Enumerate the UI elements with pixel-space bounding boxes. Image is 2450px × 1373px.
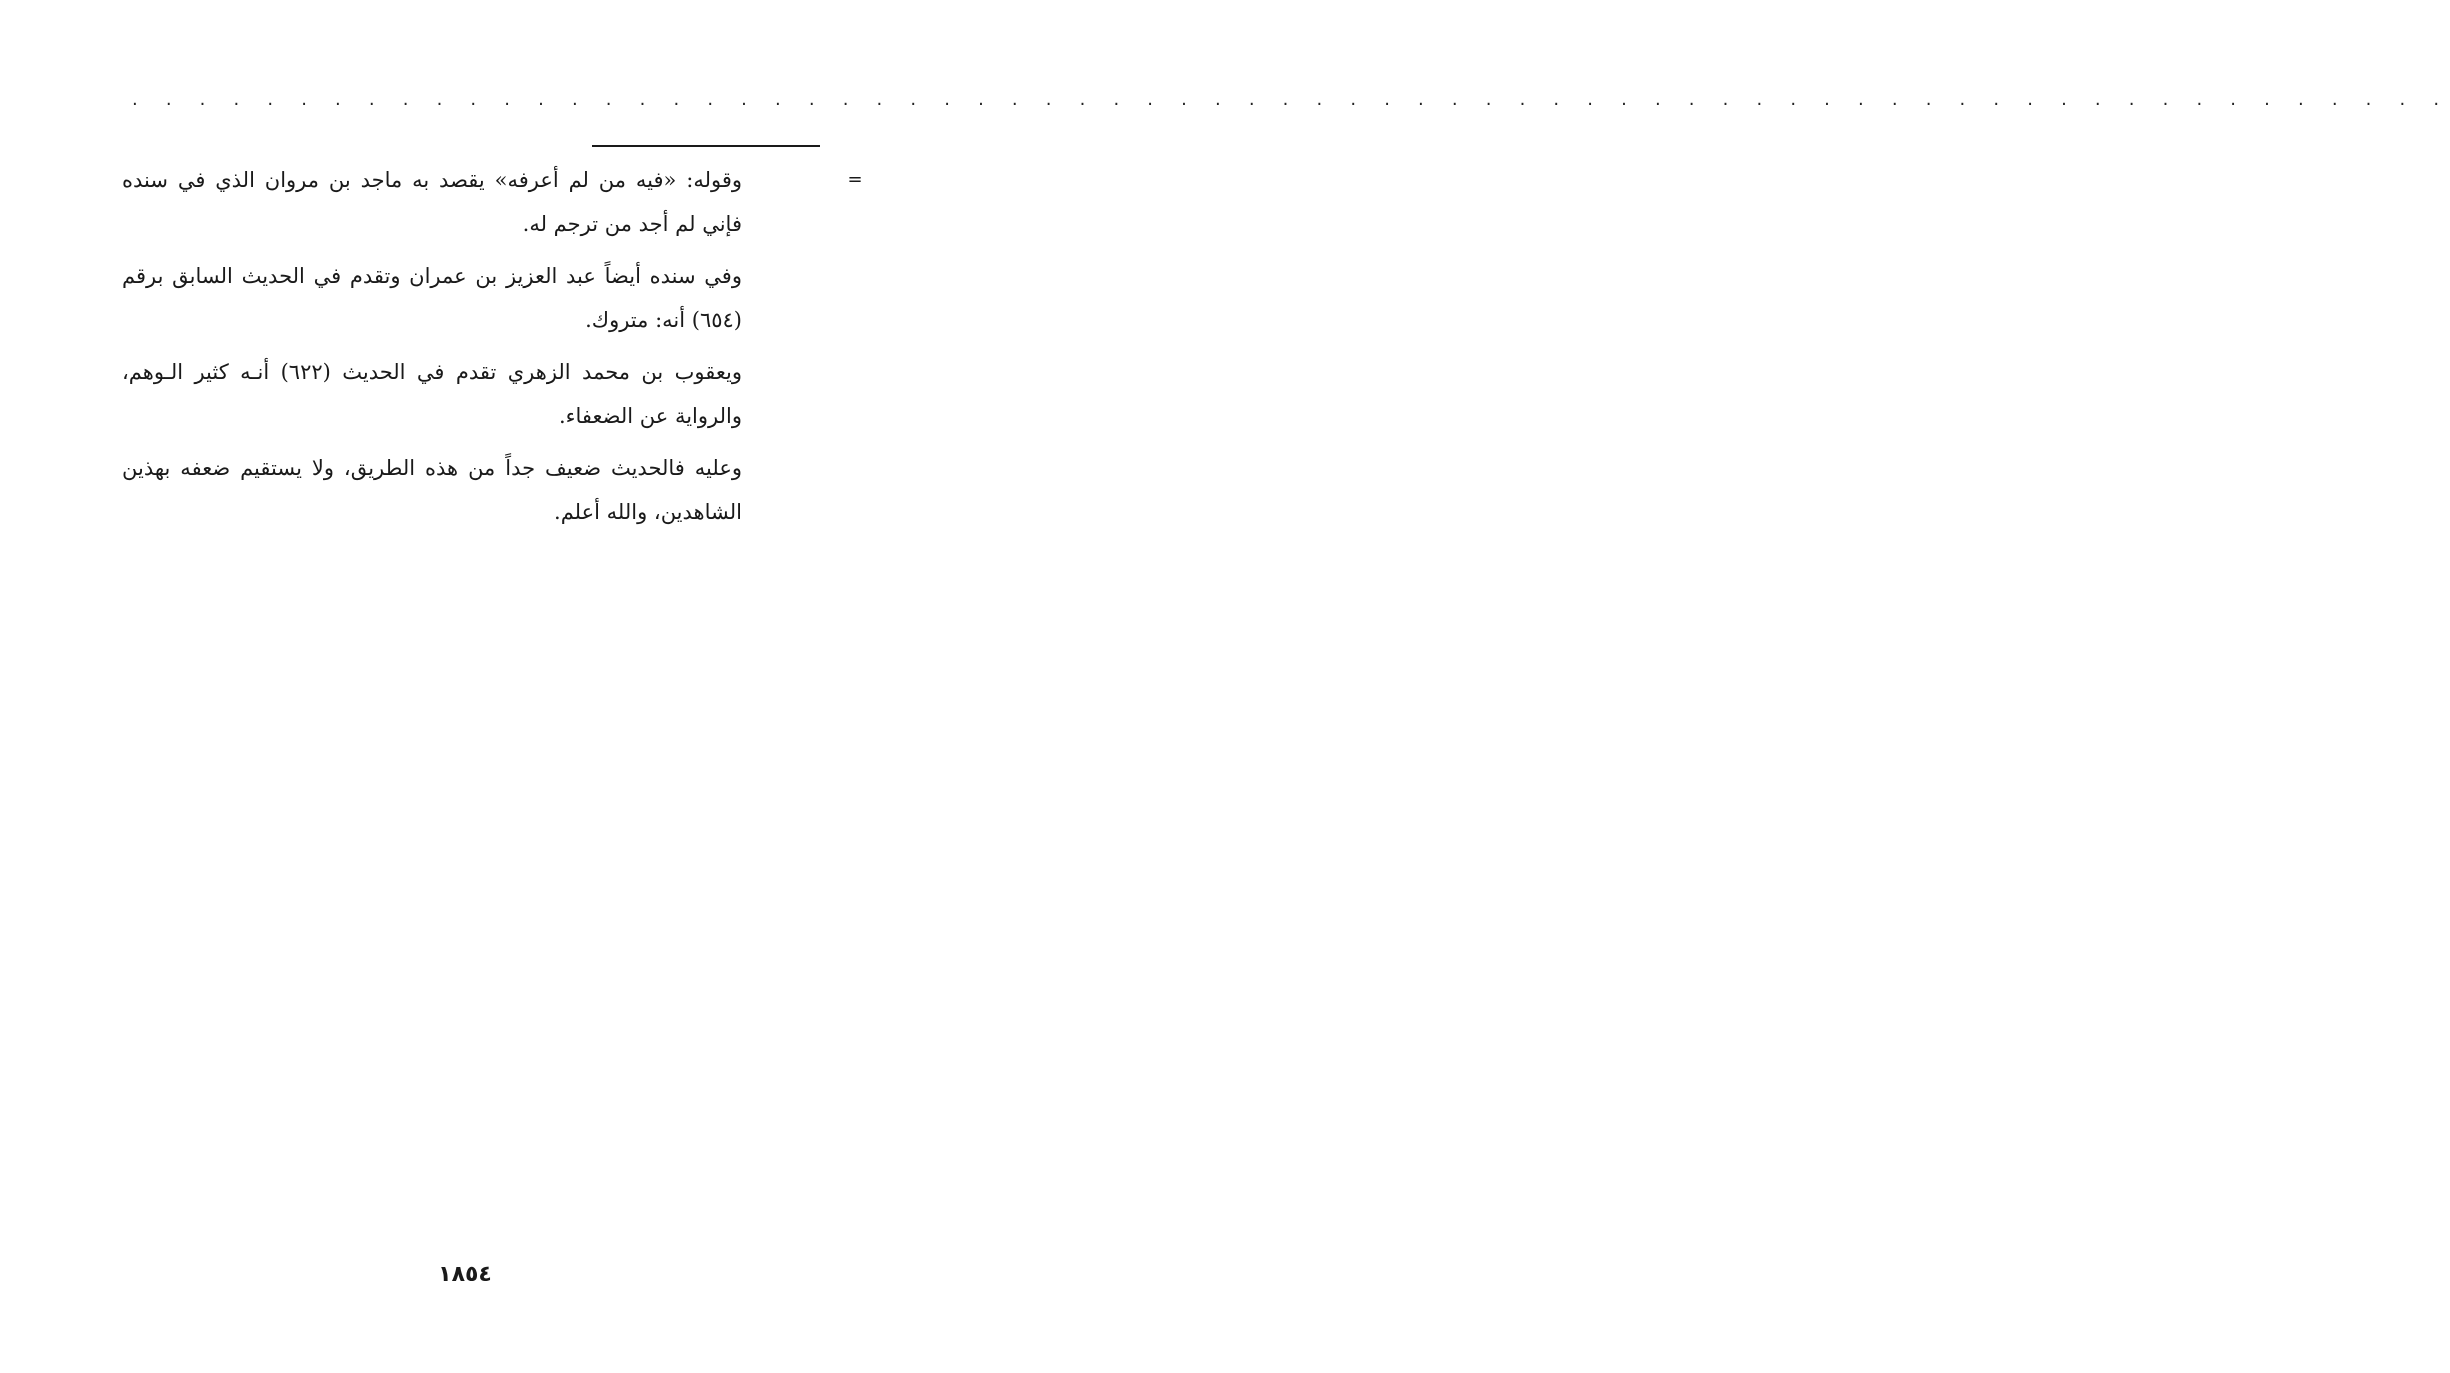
paragraph-1: وقوله: «فيه من لم أعرفه» يقصد به ماجد بن مروان الذي في سنده فإني لم أجد من ترجم له. — [122, 168, 742, 236]
footnote-rule — [592, 145, 820, 147]
page-number: ١٨٥٤ — [438, 1262, 492, 1287]
continuation-mark: = — [847, 169, 863, 190]
paragraph-3: ويعقوب بن محمد الزهري تقدم في الحديث (٦٢٢) أنـه كثير الـوهم، والرواية عن الضعفاء. — [122, 360, 742, 428]
paragraph-4: وعليه فالحديث ضعيف جداً من هذه الطريق، ولا يستقيم ضعفه بهذين الشاهدين، والله أعلم. — [122, 456, 742, 524]
footnote-separator-dots: . . . . . . . . . . . . . . . . . . . . . . . . . . . . . . . . . . . . . . . . . . . . . . . . . . . . . . . . . . . . . . . . . . . . . — [132, 89, 2450, 110]
paragraph-2: وفي سنده أيضاً عبد العزيز بن عمران وتقدم في الحديث السابق برقم (٦٥٤) أنه: متروك. — [122, 264, 742, 332]
footnote-body — [122, 158, 742, 542]
